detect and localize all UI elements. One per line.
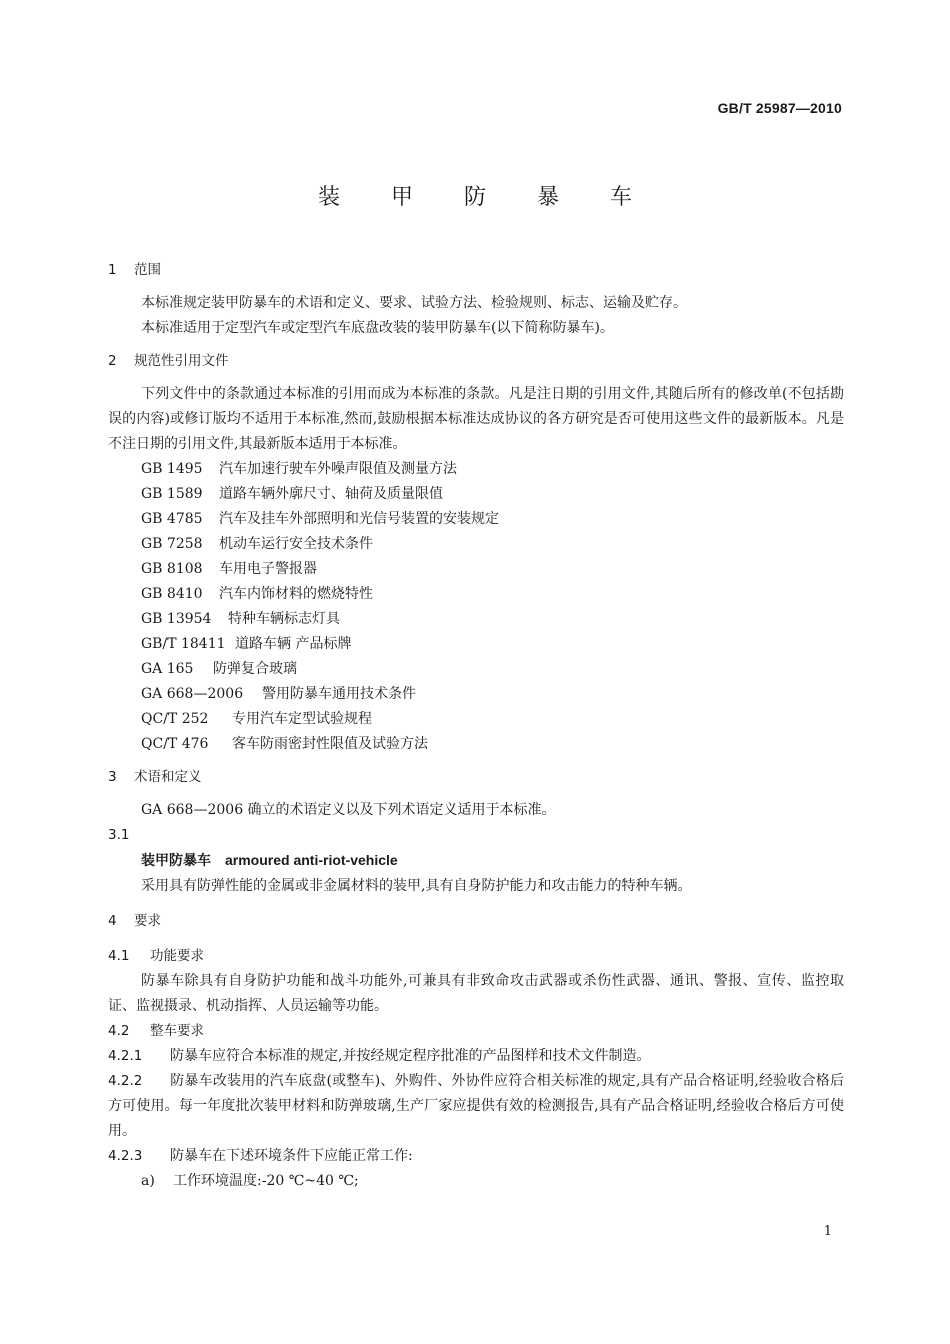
- clause-number: 4.2.2: [108, 1073, 143, 1089]
- clause-text: 防暴车在下述环境条件下应能正常工作:: [170, 1148, 413, 1164]
- reference-name: 特种车辆标志灯具: [228, 611, 340, 627]
- reference-item: [141, 732, 844, 757]
- reference-name: 道路车辆外廓尺寸、轴荷及质量限值: [219, 486, 443, 502]
- section-title: 范围: [134, 262, 161, 278]
- term-english: armoured anti-riot-vehicle: [225, 852, 398, 868]
- subsection-4-1-heading: [108, 944, 844, 969]
- paragraph: 本标准规定装甲防暴车的术语和定义、要求、试验方法、检验规则、标志、运输及贮存。: [141, 295, 687, 311]
- reference-item: [141, 532, 844, 557]
- reference-item: [141, 582, 844, 607]
- list-label: a): [141, 1173, 155, 1189]
- reference-name: 道路车辆 产品标牌: [235, 636, 352, 652]
- reference-name: 车用电子警报器: [219, 561, 317, 577]
- reference-code: GB/T 18411: [141, 636, 226, 652]
- section-4-heading: [108, 909, 844, 934]
- reference-code: GA 165: [141, 661, 194, 677]
- reference-code: GB 1589: [141, 486, 203, 502]
- section-2-heading: [108, 349, 844, 374]
- reference-name: 防弹复合玻璃: [213, 661, 297, 677]
- clause-4-2-2: [108, 1069, 844, 1144]
- section-title: 要求: [134, 913, 161, 929]
- paragraph: GA 668—2006 确立的术语定义以及下列术语定义适用于本标准。: [141, 802, 556, 818]
- reference-name: 汽车及挂车外部照明和光信号装置的安装规定: [219, 511, 499, 527]
- document-code: GB/T 25987—2010: [717, 100, 842, 116]
- paragraph: 下列文件中的条款通过本标准的引用而成为本标准的条款。凡是注日期的引用文件,其随后所有的修改单(不包括勘误的内容)或修订版均不适用于本标准,然而,鼓励根据本标准达成协议的各方研究是否可使用这些文件的最新版本。凡是不注日期的引用文件,其最新版本适用于本标准。: [108, 386, 844, 452]
- reference-name: 专用汽车定型试验规程: [232, 711, 372, 727]
- reference-code: GA 668—2006: [141, 686, 244, 702]
- paragraph: 本标准适用于定型汽车或定型汽车底盘改装的装甲防暴车(以下简称防暴车)。: [141, 320, 614, 336]
- reference-code: GB 8108: [141, 561, 203, 577]
- subsection-title: 功能要求: [150, 948, 204, 964]
- reference-code: GB 4785: [141, 511, 203, 527]
- reference-name: 客车防雨密封性限值及试验方法: [232, 736, 428, 752]
- reference-name: 汽车加速行驶车外噪声限值及测量方法: [219, 461, 457, 477]
- subsection-title: 整车要求: [150, 1023, 204, 1039]
- reference-item: [141, 607, 844, 632]
- reference-name: 汽车内饰材料的燃烧特性: [219, 586, 373, 602]
- section-title: 术语和定义: [134, 769, 202, 785]
- term-definition: 采用具有防弹性能的金属或非金属材料的装甲,具有自身防护能力和攻击能力的特种车辆。: [141, 878, 692, 894]
- term-chinese: 装甲防暴车: [141, 853, 211, 869]
- term-entry: [108, 848, 844, 874]
- reference-item: [141, 682, 844, 707]
- clause-number: 4.2.3: [108, 1148, 143, 1164]
- section-number: 1: [108, 262, 117, 278]
- section-3-heading: [108, 765, 844, 790]
- section-title: 规范性引用文件: [134, 353, 229, 369]
- section-number: 4: [108, 913, 117, 929]
- section-1-heading: [108, 258, 844, 283]
- paragraph: 防暴车除具有自身防护功能和战斗功能外,可兼具有非致命攻击武器或杀伤性武器、通讯、警报、宣传、监控取证、监视摄录、机动指挥、人员运输等功能。: [108, 973, 844, 1014]
- reference-list: [108, 457, 844, 757]
- list-item: [108, 1169, 844, 1194]
- document-title: 装 甲 防 暴 车: [318, 185, 654, 210]
- clause-number: 4.2.1: [108, 1048, 143, 1064]
- clause-text: 防暴车改装用的汽车底盘(或整车)、外购件、外协件应符合相关标准的规定,具有产品合格证明,经验收合格后方可使用。每一年度批次装甲材料和防弹玻璃,生产厂家应提供有效的检测报告,具有产品合格证明,经验收合格后方可使用。: [108, 1073, 844, 1139]
- subsection-4-2-heading: [108, 1019, 844, 1044]
- reference-item: [141, 457, 844, 482]
- clause-text: 防暴车应符合本标准的规定,并按经规定程序批准的产品图样和技术文件制造。: [170, 1048, 651, 1064]
- reference-code: GB 1495: [141, 461, 203, 477]
- clause-4-2-3: [108, 1144, 844, 1169]
- reference-code: GB 13954: [141, 611, 212, 627]
- reference-item: [141, 482, 844, 507]
- reference-item: [141, 657, 844, 682]
- reference-item: [141, 507, 844, 532]
- document-body: [108, 258, 844, 1194]
- subsection-number: 4.2: [108, 1023, 130, 1039]
- list-text: 工作环境温度:-20 ℃~40 ℃;: [173, 1173, 359, 1189]
- reference-code: QC/T 252: [141, 711, 209, 727]
- page-number: 1: [823, 1224, 832, 1239]
- reference-code: GB 7258: [141, 536, 203, 552]
- reference-item: [141, 632, 844, 657]
- subsection-number: 4.1: [108, 948, 130, 964]
- section-number: 3: [108, 769, 117, 785]
- reference-item: [141, 707, 844, 732]
- section-number: 2: [108, 353, 117, 369]
- reference-name: 机动车运行安全技术条件: [219, 536, 373, 552]
- reference-code: QC/T 476: [141, 736, 209, 752]
- clause-4-2-1: [108, 1044, 844, 1069]
- term-number: 3.1: [108, 827, 130, 843]
- reference-item: [141, 557, 844, 582]
- reference-code: GB 8410: [141, 586, 203, 602]
- reference-name: 警用防暴车通用技术条件: [262, 686, 416, 702]
